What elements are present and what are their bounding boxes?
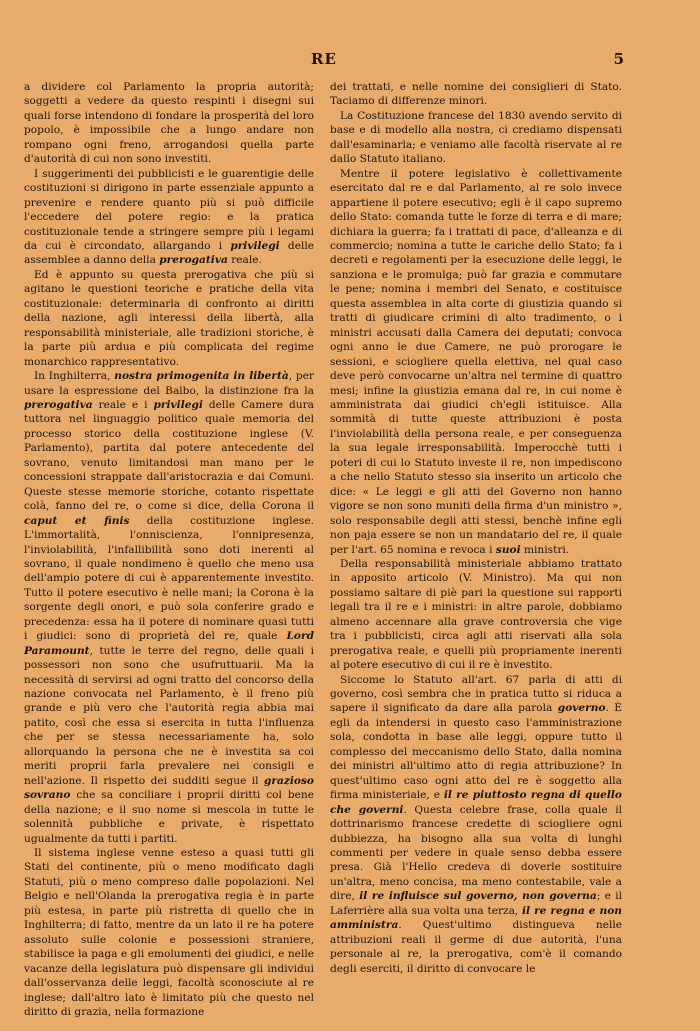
- paragraph: [24, 167, 314, 268]
- text-run: Il sistema inglese venne esteso a quasi tutti gli Stati del continente, più o meno modificato dagli Statuti, più o meno compreso dalle popolazioni. Nel Belgio e nell'Olanda la prerogativa regia è in parte più estesa, in parte più ristretta di quello che in Inghilterra; di fatto, mentre da un lato il re ha potere assoluto sulle colonie e possessioni straniere, stabilisce la paga e gli emolumenti dei giudici, e nelle vacanze della legislatura può dispensare gli individui dall'osservanza delle leggi, facoltà sconosciute al re inglese; dall'altro lato è limitato più che questo nel diritto di grazia, nella formazione: [24, 847, 314, 1018]
- italic-phrase: privilegi: [153, 398, 203, 411]
- italic-phrase: Lord Paramount: [24, 630, 314, 657]
- text-run: della costituzione inglese. L'immortalità, l'onniscienza, l'onnipresenza, l'inviolabilità, l'infallibilità sono doti inerenti al sovrano, il quale nondimeno è quello che meno usa dell'ampio potere di cui è apparentemente investito. Tutto il potere esecutivo è nelle mani; la Corona è la sorgente degli onori, e può sola conferire grado e precedenza: essa ha il potere di nominare quasi tutti i giudici: sono di proprietà del re, quale: [24, 514, 314, 643]
- text-run: reale e i: [92, 398, 154, 411]
- text-run: a dividere col Parlamento la propria autorità; soggetti a vedere da questo respinti i disegni sui quali forse intendono di fondare la prosperità del loro popolo, è impossibile che a lungo andare non rompano ogni freno, arrogandosi quella parte d'autorità di cui non sono investiti.: [24, 81, 314, 166]
- italic-phrase: il re influisce sul governo, non governa: [359, 890, 597, 903]
- italic-phrase: il re piuttosto regna di quello che governi: [330, 789, 622, 816]
- text-run: che sa conciliare i proprii diritti col bene della nazione; e il suo nome si mescola in tutte le solennità pubbliche e private, è rispettato ugualmente da tutti i partiti.: [24, 789, 314, 845]
- page-header: [24, 50, 624, 72]
- paragraph: [330, 167, 622, 557]
- paragraph: [330, 557, 622, 673]
- text-run: ministri.: [520, 543, 570, 556]
- paragraph: [24, 268, 314, 369]
- text-run: , tutte le terre del regno, delle quali i possessori non sono che usufruttuarii. Ma la necessità di servirsi ad ogni tratto del concorso della nazione convocata nel Parlamento, è il freno più grande e più vero che l'autorità regia abbia mai patito, così che essa si esercita in tutta l'influenza che per se stessa necessariamente ha, solo allorquando la persona che ne è investita sa coi meriti proprii farla prevalere nei consigli e nell'azione. Il rispetto dei sudditi segue il: [24, 644, 314, 787]
- italic-phrase: prerogativa: [24, 398, 93, 411]
- paragraph: [24, 80, 314, 167]
- text-run: I suggerimenti dei pubblicisti e le guarentigie delle costituzioni si dirigono in parte essenziale appunto a prevenire e rendere quanto più si può difficile l'eccedere del potere regio: e la pratica costituzionale tende a stringere sempre più i legami da cui è circondato, allargando i: [24, 167, 314, 252]
- text-run: delle assemblee a danno della: [24, 239, 314, 267]
- text-run: . È egli da intendersi in questo caso l'amministrazione sola, condotta in base alle leggi, oppure tutto il complesso del meccanismo dello Stato, dalla nomina dei ministri all'ultimo atto di regia attribuzione? In quest'ultimo caso ogni atto del re è soggetto alla firma ministeriale, e: [330, 702, 622, 802]
- left-column: [24, 80, 314, 1025]
- italic-phrase: governo: [557, 702, 606, 715]
- text-run: reale.: [227, 254, 262, 267]
- paragraph: [330, 673, 622, 977]
- paragraph: [24, 846, 314, 1019]
- italic-phrase: nostra primogenita in libertà: [114, 370, 289, 383]
- text-run: , per usare la espressione del Balbo, la distinzione fra la: [24, 370, 314, 397]
- text-run: Della responsabilità ministeriale abbiamo trattato in apposito articolo (V. Ministro). Ma qui non possiamo saltare di piè pari la questione sui rapporti legali tra il re e i ministri: in altre parole, dobbiamo almeno accennare alla grave controversia che vige tra i pubblicisti, circa agli atti riservati alla sola prerogativa reale, e quelli più propriamente inerenti al potere esecutivo di cui il re è investito.: [330, 557, 622, 672]
- running-head: RE: [311, 50, 337, 68]
- right-column: [330, 80, 622, 1025]
- text-run: Siccome lo Statuto all'art. 67 parla di atti di governo, così sembra che in pratica tutto si riduca a sapere il significato da dare alla parola: [330, 673, 622, 715]
- text-run: ; e il Laferrière alla sua volta una terza,: [330, 890, 622, 917]
- text-run: . Quest'ultimo distingueva nelle attribuzioni reali il germe di due autorità, l'una personale al re, la prerogativa, com'è il comando degli eserciti, il diritto di convocare le: [330, 919, 622, 975]
- paragraph: [24, 369, 314, 846]
- text-run: La Costituzione francese del 1830 avendo servito di base e di modello alla nostra, ci crediamo dispensati dall'esaminarla; e veniamo alle facoltà riservate al re dallo Statuto italiano.: [330, 109, 622, 166]
- italic-phrase: suoi: [495, 543, 521, 556]
- italic-phrase: privilegi: [230, 239, 280, 252]
- text-run: dei trattati, e nelle nomine dei consiglieri di Stato. Taciamo di differenze minori.: [330, 81, 622, 108]
- italic-phrase: grazioso sovrano: [24, 774, 314, 802]
- text-run: Ed è appunto su questa prerogativa che più si agitano le questioni teoriche e pratiche della vita costituzionale: determinarla di confronto ai diritti della nazione, agli interessi della libertà, alla responsabilità ministeriale, alle tradizioni storiche, è la parte più ardua e più complicata del regime monarchico rappresentativo.: [24, 268, 314, 368]
- text-run: delle Camere dura tuttora nel linguaggio politico quale memoria del processo storico della costituzione inglese (V. Parlamento), partita dal potere antecedente del sovrano, venuto limitandosi man mano per le concessioni strappate dall'aristocrazia e dai Comuni. Queste stesse memorie storiche, cotanto rispettate colà, fanno del re, o come si dice, della Corona il: [24, 398, 314, 513]
- italic-phrase: prerogativa: [159, 254, 228, 267]
- paragraph: [330, 80, 622, 109]
- text-run: In Inghilterra,: [34, 370, 115, 383]
- paragraph: [330, 109, 622, 167]
- text-run: Mentre il potere legislativo è collettivamente esercitato dal re e dal Parlamento, al re solo invece appartiene il potere esecutivo; egli è il capo supremo dello Stato: comanda tutte le forze di terra e di mare; dichiara la guerra; fa i trattati di pace, d'alleanza e di commercio; nomina a tutte le cariche dello Stato; fa i decreti e regolamenti per la esecuzione delle leggi, le sanziona e le promulga; può far grazia e commutare le pene; nomina i membri del Senato, e costituisce questa assemblea in alta corte di giustizia quando si tratti di giudicare crimini di alto tradimento, o i ministri accusati dalla Camera dei deputati; convoca ogni anno le due Camere, ne può prorogare le sessioni, e sciogliere quella elettiva, nel qual caso deve però convocarne un'altra nel termine di quattro mesi; infine la giustizia emana dal re, in cui nome è amministrata dai giudici ch'egli istituisce. Alla sommità di tutte queste attribuzioni è posta l'inviolabilità della persona reale, e per conseguenza la sua legale irresponsabilità. Imperocchè tutti i poteri di cui lo Statuto investe il re, non impediscono a che nello Statuto stesso sia inserito un articolo che dice: « Le leggi e gli atti del Governo non hanno vigore se non sono muniti della firma d'un ministro », solo responsabile degli atti stessi, benchè infine egli non paja essere se non un mandatario del re, il quale per l'art. 65 nomina e revoca i: [330, 167, 622, 556]
- italic-phrase: il re regna e non amministra: [330, 904, 622, 932]
- page-number: 5: [613, 50, 624, 68]
- italic-phrase: caput et finis: [24, 514, 130, 527]
- text-run: . Questa celebre frase, colla quale il dottrinarismo francese credette di sciogliere ogni dubbiezza, ha bisogno alla sua volta di lunghi commenti per vedere in quale senso debba essere presa. Già l'Hello credeva di doverle sostituire un'altra, meno concisa, ma meno contestabile, vale a dire,: [330, 803, 622, 903]
